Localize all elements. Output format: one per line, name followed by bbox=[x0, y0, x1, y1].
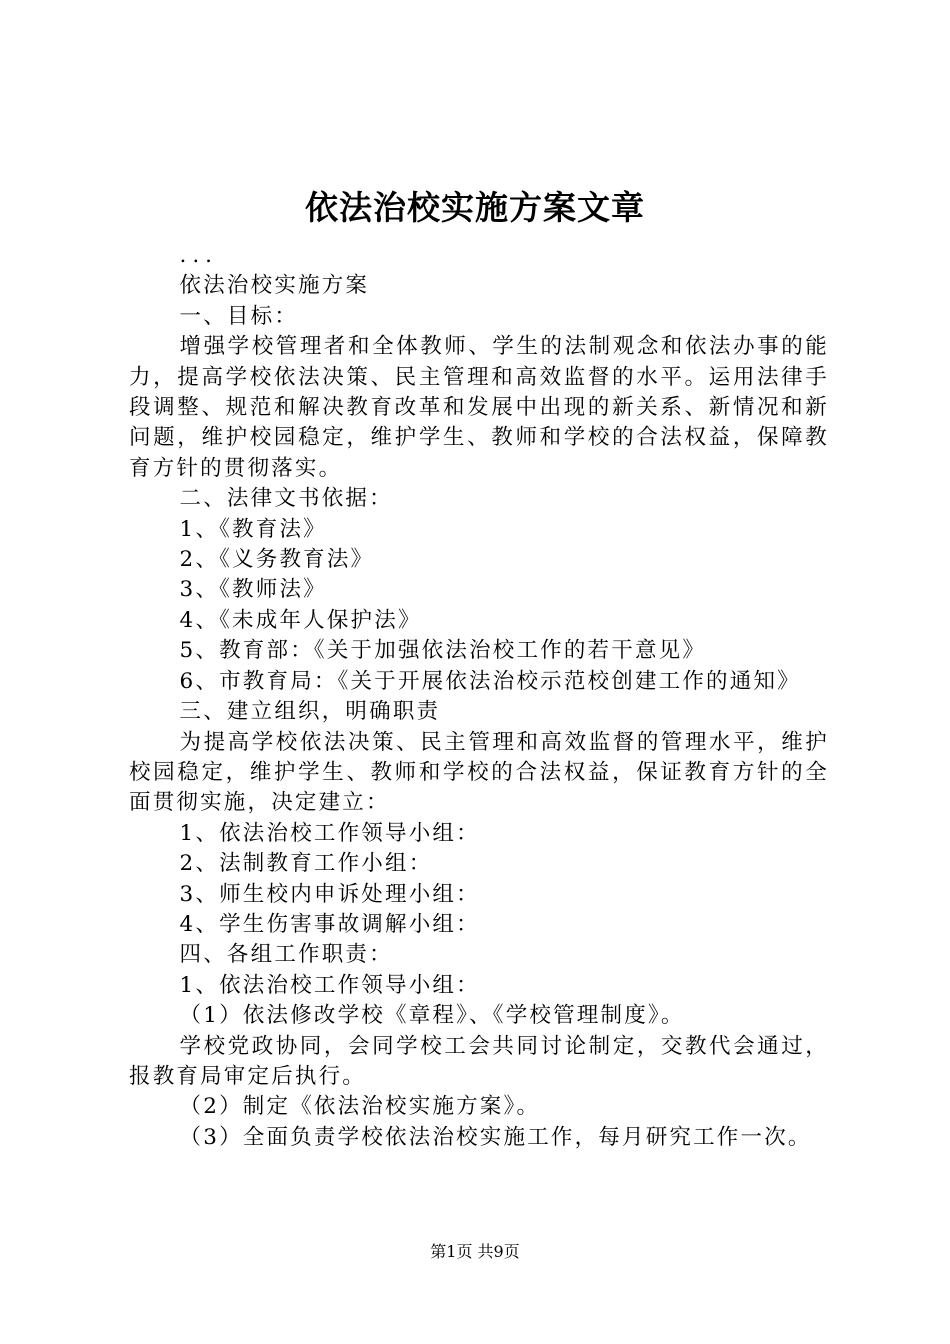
page-footer: 第1页 共9页 bbox=[430, 1242, 520, 1261]
paragraph: （1）依法修改学校《章程》、《学校管理制度》。 bbox=[179, 1003, 685, 1029]
paragraph: 2、《义务教育法》 bbox=[179, 547, 375, 573]
paragraph: 学校党政协同，会同学校工会共同讨论制定，交教代会通过，报教育局审定后执行。 bbox=[129, 1033, 829, 1089]
paragraph: 3、《教师法》 bbox=[179, 577, 327, 603]
paragraph: 5、教育部：《关于加强依法治校工作的若干意见》 bbox=[179, 638, 707, 664]
paragraph: 4、学生伤害事故调解小组： bbox=[179, 911, 480, 937]
paragraph: 二、法律文书依据： bbox=[179, 486, 393, 512]
paragraph: 四、各组工作职责： bbox=[179, 942, 393, 968]
paragraph: 三、建立组织，明确职责 bbox=[179, 699, 441, 725]
paragraph: 4、《未成年人保护法》 bbox=[179, 607, 422, 633]
paragraph: （3）全面负责学校依法治校实施工作，每月研究工作一次。 bbox=[179, 1124, 812, 1150]
paragraph: 1、依法治校工作领导小组： bbox=[179, 820, 480, 846]
paragraph: 一、目标： bbox=[179, 303, 299, 329]
paragraph: 增强学校管理者和全体教师、学生的法制观念和依法办事的能力，提高学校依法决策、民主管理和高效监督的水平。运用法律手段调整、规范和解决教育改革和发展中出现的新关系、新情况和新问题，维护校园稳定，维护学生、教师和学校的合法权益，保障教育方针的贯彻落实。 bbox=[129, 334, 829, 481]
paragraph: 依法治校实施方案 bbox=[179, 273, 370, 299]
paragraph: 1、依法治校工作领导小组： bbox=[179, 972, 480, 998]
paragraph: 为提高学校依法决策、民主管理和高效监督的管理水平，维护校园稳定，维护学生、教师和学校的合法权益，保证教育方针的全面贯彻实施，决定建立： bbox=[129, 729, 829, 816]
paragraph: 1、《教育法》 bbox=[179, 516, 327, 542]
paragraph: 6、市教育局：《关于开展依法治校示范校创建工作的通知》 bbox=[179, 668, 801, 694]
paragraph: （2）制定《依法治校实施方案》。 bbox=[179, 1094, 541, 1120]
ellipsis-line: ... bbox=[179, 243, 219, 268]
document-title: 依法治校实施方案文章 bbox=[305, 188, 645, 227]
paragraph: 3、师生校内申诉处理小组： bbox=[179, 881, 480, 907]
document-body bbox=[129, 241, 829, 1153]
paragraph: 2、法制教育工作小组： bbox=[179, 851, 433, 877]
